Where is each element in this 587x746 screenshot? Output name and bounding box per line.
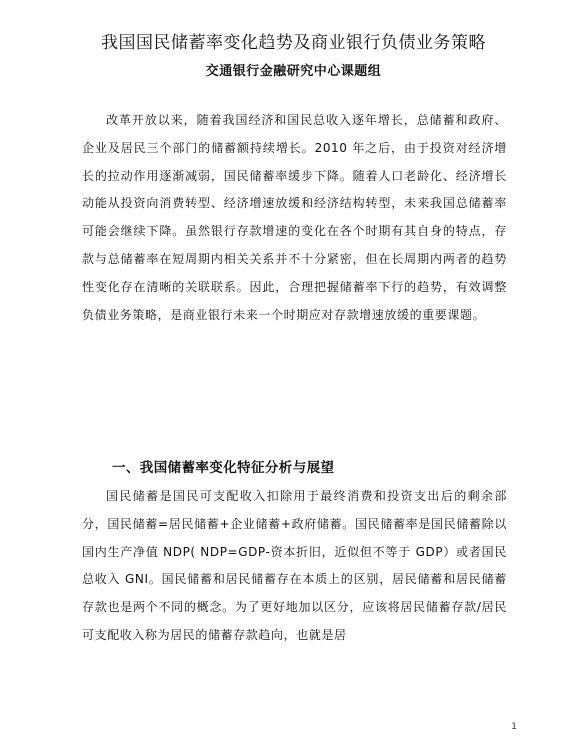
section-paragraph: 国民储蓄是国民可支配收入扣除用于最终消费和投资支出后的剩余部分，国民储蓄=居民储蓄+企业储蓄+政府储蓄。国民储蓄率是国民储蓄除以国内生产净值 NDP( NDP=GDP-资本折旧，近似但不等于 GDP）或者国民总收入 GNI。国民储蓄和居民储蓄存在本质上的区别，居民储蓄和居民储蓄存款也是两个不同的概念。为了更好地加以区分，应该将居民储蓄存款/居民可支配收入称为居民的储蓄存款趋向，也就是居 xyxy=(82,489,507,642)
document-title: 我国国民储蓄率变化趋势及商业银行负债业务策略 xyxy=(101,33,486,53)
document-author: 交通银行金融研究中心课题组 xyxy=(205,64,382,79)
intro-paragraph: 改革开放以来，随着我国经济和国民总收入逐年增长，总储蓄和政府、企业及居民三个部门的储蓄额持续增长。2010 年之后，由于投资对经济增长的拉动作用逐渐减弱，国民储蓄率缓步下降。随着人口老龄化、经济增长动能从投资向消费转型、经济增速放缓和经济结构转型，未来我国总储蓄率可能会继续下降。虽然银行存款增速的变化在各个时期有其自身的特点，存款与总储蓄率在短周期内相关关系并不十分紧密，但在长周期内两者的趋势性变化存在清晰的关联联系。因此，合理把握储蓄率下行的趋势，有效调整负债业务策略，是商业银行未来一个时期应对存款增速放缓的重要课题。 xyxy=(82,113,507,322)
page-number: 1 xyxy=(511,722,517,732)
section-heading: 一、我国储蓄率变化特征分析与展望 xyxy=(112,460,335,476)
